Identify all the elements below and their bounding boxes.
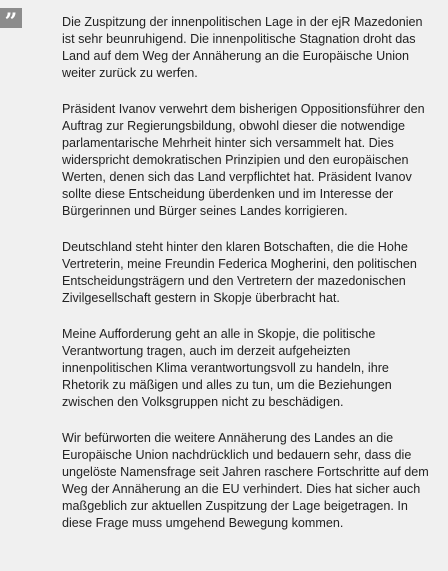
- statement-paragraph-3: Deutschland steht hinter den klaren Botschaften, die die Hohe Vertreterin, meine Freundin Federica Mogherini, den politischen Entscheidungsträgern und den Vertretern der mazedonischen Zivilgesellschaft gestern in Skopje überbracht hat.: [62, 240, 417, 305]
- statement-text: [62, 14, 434, 532]
- statement-paragraph-5: Wir befürworten die weitere Annäherung des Landes an die Europäische Union nachdrücklich und bedauern sehr, dass die ungelöste Namensfrage seit Jahren raschere Fortschritte auf dem Weg der Annäherung an die EU verhindert. Dies hat sicher auch maßgeblich zur aktuellen Zuspitzung der Lage beigetragen. In diese Frage muss umgehend Bewegung kommen.: [62, 431, 429, 530]
- statement-paragraph-1: Die Zuspitzung der innenpolitischen Lage in der ejR Mazedonien ist sehr beunruhigend. Die innenpolitische Stagnation droht das Land auf dem Weg der Annäherung an die Europäische Union weiter zurück zu werfen.: [62, 15, 423, 80]
- statement-paragraph-2: Präsident Ivanov verwehrt dem bisherigen Oppositionsführer den Auftrag zur Regierungsbildung, obwohl dieser die notwendige parlamentarische Mehrheit hinter sich versammelt hat. Dies widerspricht demokratischen Prinzipien und den europäischen Werten, denen sich das Land verpflichtet hat. Präsident Ivanov sollte diese Entscheidung überdenken und im Interesse der Bürgerinnen und Bürger seines Landes korrigieren.: [62, 102, 425, 218]
- quote-glyph: ”: [4, 9, 18, 28]
- quote-icon: [0, 8, 22, 28]
- statement-paragraph-4: Meine Aufforderung geht an alle in Skopje, die politische Verantwortung tragen, auch im derzeit aufgeheizten innenpolitischen Klima verantwortungsvoll zu handeln, ihre Rhetorik zu mäßigen und alles zu tun, um die Beziehungen zwischen den Volksgruppen nicht zu beschädigen.: [62, 327, 392, 409]
